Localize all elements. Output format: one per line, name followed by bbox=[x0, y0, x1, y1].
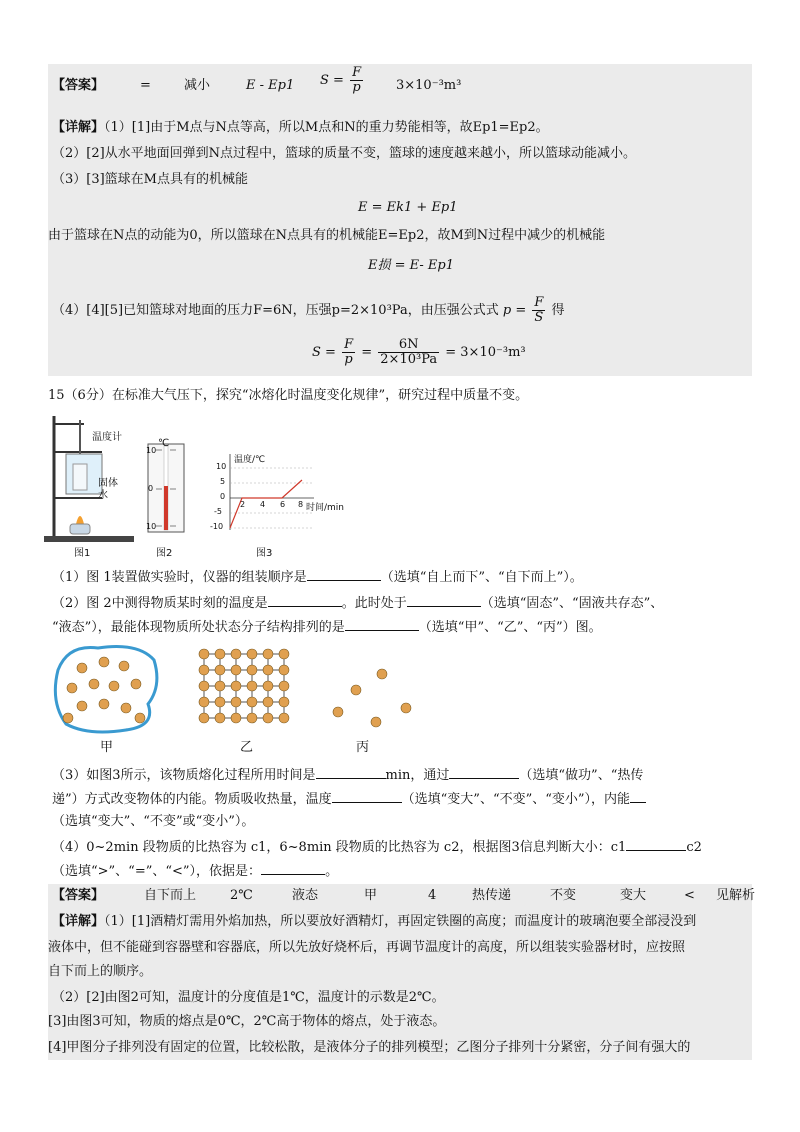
line5-tail: 得 bbox=[551, 303, 565, 318]
frac-lhs: S = bbox=[320, 73, 344, 88]
fig2-tick-10: 10 bbox=[146, 446, 157, 455]
fig3-x4: 4 bbox=[260, 500, 266, 509]
answer-2-item-3: 液态 bbox=[292, 888, 319, 903]
figure-1-apparatus bbox=[40, 412, 140, 552]
answer-item-3: E - Ep1 bbox=[246, 78, 295, 93]
detail-1-line-3: （3）[3]篮球在M点具有的机械能 bbox=[52, 172, 248, 187]
answer-blank[interactable] bbox=[345, 616, 419, 631]
eq3-frac-2 bbox=[378, 338, 439, 367]
detail-2-line-6: [4]甲图分子排列没有固定的位置，比较松散，是液体分子的排列模型；乙图分子排列十分紧密，分子间有强大的 bbox=[48, 1040, 691, 1055]
q15-p2-mid: 。此时处于 bbox=[341, 596, 407, 611]
answer-2-item-2: 2℃ bbox=[230, 888, 253, 903]
answer-2-item-4: 甲 bbox=[364, 888, 378, 903]
fig1-label-solid: 固体 bbox=[98, 478, 118, 489]
line5-num: F bbox=[534, 295, 544, 310]
fig3-ym10: -10 bbox=[210, 522, 224, 531]
q15-p3-opts: （选填“做功”、“热传 bbox=[519, 768, 644, 783]
answer-block-2 bbox=[48, 884, 752, 1060]
answer-label: 【答案】 bbox=[52, 78, 105, 93]
equation-3: S = $\frac{F}{p}$ = $\frac{6N}{\text{2×10³Pa}}$ = 3×10⁻³m³ bbox=[312, 337, 526, 367]
answer-blank[interactable] bbox=[630, 788, 646, 803]
eq3-lhs: S = bbox=[312, 345, 336, 360]
fig3-y0: 0 bbox=[220, 492, 226, 501]
answer-blank[interactable] bbox=[268, 592, 342, 607]
q15-part-1 bbox=[52, 566, 583, 588]
answer-blank[interactable] bbox=[407, 592, 481, 607]
eq3-den1: p bbox=[344, 352, 353, 367]
q15-p1-tail: （选填“自上而下”、“自下而上”）。 bbox=[380, 570, 583, 585]
answer-row-1 bbox=[52, 76, 104, 96]
answer-2-item-10: 见解析 bbox=[716, 888, 756, 903]
molecule-figure-yi bbox=[194, 646, 294, 730]
fig3-caption: 图3 bbox=[256, 548, 273, 559]
q15-p3-text: （3）如图3所示，该物质熔化过程所用时间是 bbox=[52, 768, 316, 783]
q15-p2-text: （2）图 2中测得物质某时刻的温度是 bbox=[52, 596, 268, 611]
answer-2-item-6: 热传递 bbox=[472, 888, 512, 903]
q15-part-3b bbox=[52, 788, 646, 810]
q15-p3-mid: min，通过 bbox=[385, 768, 450, 783]
answer-2-item-9: < bbox=[684, 888, 695, 903]
eq3-num1: F bbox=[344, 337, 354, 352]
fig3-x8: 8 bbox=[298, 500, 304, 509]
q15-p4-text: （4）0~2min 段物质的比热容为 c1，6~8min 段物质的比热容为 c2，根据图3信息判断大小：c1 bbox=[52, 840, 627, 855]
equation-1: E = Ek1 + Ep1 bbox=[358, 200, 458, 215]
answer-block-1 bbox=[48, 64, 752, 376]
answer-label: 【答案】 bbox=[52, 888, 105, 903]
detail-text: （1）[1]酒精灯需用外焰加热，所以要放好酒精灯，再固定铁圈的高度；而温度计的玻璃泡要全部浸没到 bbox=[104, 914, 697, 929]
eq3-num2: 6N bbox=[378, 338, 439, 353]
fig1-label-water: 水 bbox=[98, 490, 108, 501]
q15-part-4 bbox=[52, 836, 702, 858]
q15-part-2b bbox=[52, 616, 602, 638]
answer-blank[interactable] bbox=[449, 764, 519, 779]
fig3-y10: 10 bbox=[216, 462, 227, 471]
answer-2-item-8: 变大 bbox=[620, 888, 647, 903]
detail-label: 【详解】 bbox=[52, 914, 105, 929]
q15-p4-c2: c2 bbox=[686, 840, 702, 855]
detail-1-line-5 bbox=[52, 296, 565, 325]
fig1-caption: 图1 bbox=[74, 548, 91, 559]
molecule-label-jia: 甲 bbox=[100, 740, 114, 755]
detail-2-line-4: （2）[2]由图2可知，温度计的分度值是1℃，温度计的示数是2℃。 bbox=[52, 990, 445, 1005]
detail-label: 【详解】 bbox=[52, 120, 105, 135]
frac-den: p bbox=[352, 80, 361, 95]
eq3-rhs: = 3×10⁻³m³ bbox=[445, 345, 526, 360]
frac-num: F bbox=[352, 65, 362, 80]
equation-2: E损 = E- Ep1 bbox=[368, 258, 454, 273]
fig2-unit: ℃ bbox=[158, 438, 170, 449]
answer-blank[interactable] bbox=[332, 788, 402, 803]
detail-text: （1）[1]由于M点与N点等高，所以M点和N的重力势能相等，故Ep1=Ep2。 bbox=[104, 120, 549, 135]
q15-p4-tail: 。 bbox=[325, 864, 339, 879]
q15-part-3c: （选填“变大”、“不变”或“变小”）。 bbox=[52, 814, 255, 829]
fig2-tick-minus10: 10 bbox=[146, 522, 157, 531]
molecule-figure-bing bbox=[326, 666, 416, 730]
line5-lhs: p = bbox=[502, 303, 527, 318]
answer-blank[interactable] bbox=[316, 764, 386, 779]
answer-blank[interactable] bbox=[626, 836, 686, 851]
q15-part-4b bbox=[52, 860, 338, 882]
molecule-label-bing: 丙 bbox=[356, 740, 370, 755]
fig3-ym5: -5 bbox=[214, 507, 222, 516]
q15-p4-opts: （选填“>”、“=”、“<”），依据是： bbox=[52, 864, 262, 879]
answer-item-1: = bbox=[140, 78, 151, 93]
detail-1-line-1 bbox=[52, 118, 549, 138]
answer-item-5: 3×10⁻³m³ bbox=[396, 78, 462, 93]
detail-1-line-2: （2）[2]从水平地面回弹到N点过程中，篮球的质量不变，篮球的速度越来越小，所以篮球动能减小。 bbox=[52, 146, 637, 161]
molecule-figure-jia bbox=[48, 640, 164, 736]
fraction bbox=[350, 66, 363, 95]
q15-p3-text2: 递”）方式改变物体的内能。物质吸收热量，温度 bbox=[52, 792, 332, 807]
line5-text: （4）[4][5]已知篮球对地面的压力F=6N，压强p=2×10³Pa，由压强公式式 bbox=[52, 303, 499, 318]
answer-item-4 bbox=[320, 66, 365, 95]
fig3-y5: 5 bbox=[220, 477, 226, 486]
fig3-x2: 2 bbox=[240, 500, 246, 509]
q15-p2-tail: （选填“甲”、“乙”、“丙”）图。 bbox=[418, 620, 602, 635]
detail-2-line-5: [3]由图3可知，物质的熔点是0℃，2℃高于物体的熔点，处于液态。 bbox=[48, 1014, 446, 1029]
answer-2-item-1: 自下而上 bbox=[144, 888, 197, 903]
molecule-label-yi: 乙 bbox=[240, 740, 254, 755]
fig3-ylabel: 温度/℃ bbox=[234, 455, 266, 465]
q15-part-2 bbox=[52, 592, 663, 614]
detail-2-line-2: 液体中，但不能碰到容器壁和容器底，所以先放好烧杯后，再调节温度计的高度，所以组装实验器材时，应按照 bbox=[48, 940, 686, 955]
eq3-frac-1 bbox=[342, 338, 355, 367]
fig1-label-thermometer: 温度计 bbox=[92, 432, 122, 443]
question-15-title: 15（6分）在标准大气压下，探究“冰熔化时温度变化规律”，研究过程中质量不变。 bbox=[48, 388, 529, 403]
answer-blank[interactable] bbox=[307, 566, 381, 581]
eq3-den2: 2×10³Pa bbox=[380, 352, 438, 367]
detail-2-line-1 bbox=[52, 912, 696, 932]
line5-den: S bbox=[534, 310, 544, 325]
fig2-tick-0: 0 bbox=[148, 484, 154, 493]
q15-p2-text2: “液态”），最能体现物质所处状态分子结构排列的是 bbox=[52, 620, 345, 635]
q15-p2-opts: （选填“固态”、“固液共存态”、 bbox=[480, 596, 664, 611]
answer-2-item-7: 不变 bbox=[550, 888, 577, 903]
answer-blank[interactable] bbox=[261, 860, 325, 875]
detail-2-line-3: 自下而上的顺序。 bbox=[48, 964, 153, 979]
answer-item-2: 减小 bbox=[184, 78, 211, 93]
q15-p3-opts2: （选填“变大”、“不变”、“变小”），内能 bbox=[401, 792, 631, 807]
answer-row-2 bbox=[52, 886, 756, 906]
fig3-x6: 6 bbox=[280, 500, 286, 509]
fig2-caption: 图2 bbox=[156, 548, 173, 559]
q15-part-3 bbox=[52, 764, 643, 786]
q15-p1-text: （1）图 1装置做实验时，仪器的组装顺序是 bbox=[52, 570, 307, 585]
line5-fraction bbox=[532, 296, 545, 325]
detail-1-line-4: 由于篮球在N点的动能为0，所以篮球在N点具有的机械能E=Ep2，故M到N过程中减少的机械能 bbox=[48, 228, 606, 243]
answer-2-item-5: 4 bbox=[428, 888, 437, 903]
fig3-xlabel: 时间/min bbox=[306, 503, 345, 513]
